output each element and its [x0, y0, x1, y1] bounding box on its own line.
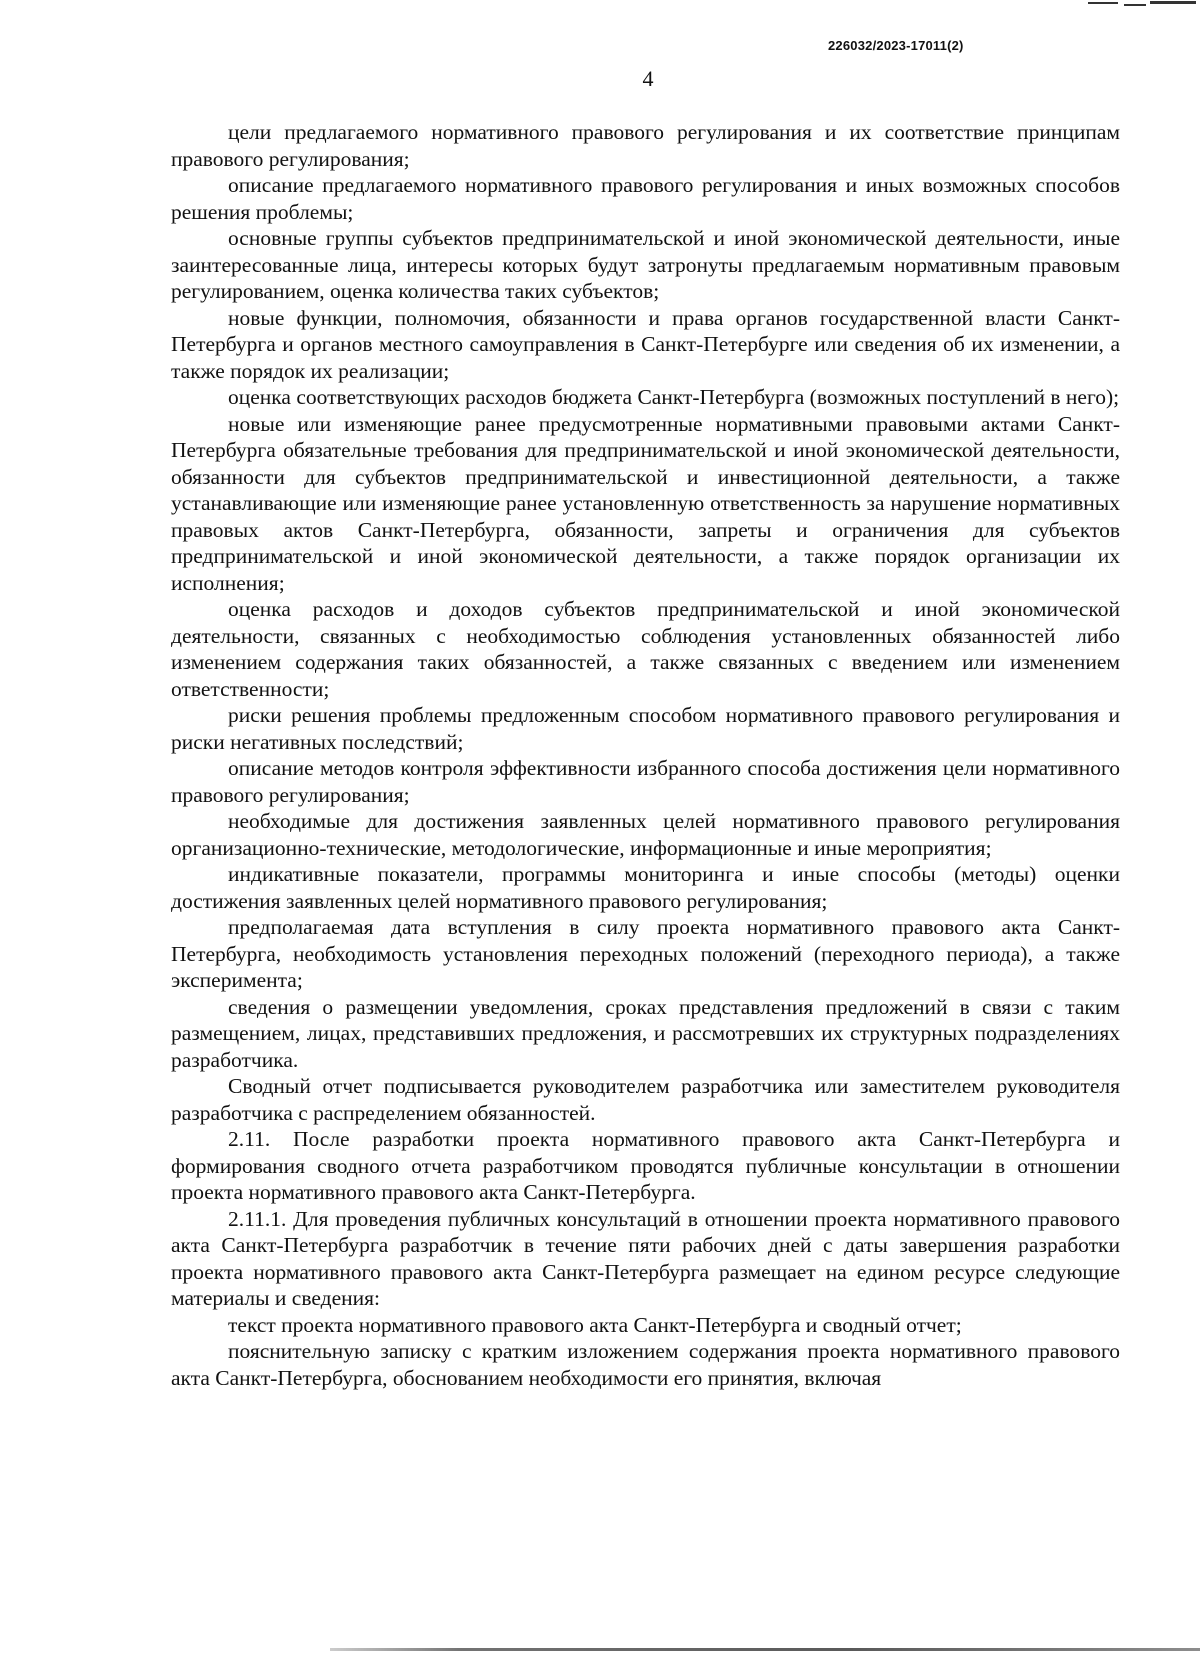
- paragraph: 2.11. После разработки проекта нормативного правового акта Санкт-Петербурга и формирования сводного отчета разработчиком проводятся публичные консультации в отношении проекта нормативного правового акта Санкт-Петербурга.: [171, 1127, 1120, 1204]
- paragraph: индикативные показатели, программы мониторинга и иные способы (методы) оценки достижения заявленных целей нормативного правового регулирования;: [171, 862, 1120, 913]
- paragraph: пояснительную записку с кратким изложением содержания проекта нормативного правового акта Санкт-Петербурга, обоснованием необходимости его принятия, включая: [171, 1339, 1120, 1390]
- paragraph: новые функции, полномочия, обязанности и права органов государственной власти Санкт-Петербурга и органов местного самоуправления в Санкт-Петербурге или сведения об их изменении, а также порядок их реализации;: [171, 305, 1120, 383]
- paragraph: текст проекта нормативного правового акта Санкт-Петербурга и сводный отчет;: [228, 1312, 962, 1337]
- paragraph: сведения о размещении уведомления, сроках представления предложений в связи с таким размещением, лицах, представивших предложения, и рассмотревших их структурных подразделениях разработчика.: [171, 994, 1120, 1072]
- paragraph: описание методов контроля эффективности избранного способа достижения цели нормативного правового регулирования;: [171, 756, 1120, 807]
- paragraph: цели предлагаемого нормативного правового регулирования и их соответствие принципам правового регулирования;: [171, 120, 1120, 171]
- paragraph: оценка соответствующих расходов бюджета Санкт-Петербурга (возможных поступлений в него);: [228, 385, 1120, 409]
- page-number: 4: [642, 66, 654, 91]
- paragraph: необходимые для достижения заявленных целей нормативного правового регулирования организационно-технические, методологические, информационные и иные мероприятия;: [171, 809, 1120, 860]
- paragraph: оценка расходов и доходов субъектов предпринимательской и иной экономической деятельности, связанных с необходимостью соблюдения установленных обязанностей либо изменением содержания таких обязанностей, а также связанных с введением или изменением ответственности;: [171, 597, 1120, 701]
- scan-artifact-bottom: [330, 1648, 1200, 1651]
- paragraph: описание предлагаемого нормативного правового регулирования и иных возможных способов решения проблемы;: [171, 173, 1120, 224]
- paragraph: Сводный отчет подписывается руководителем разработчика или заместителем руководителя разработчика с распределением обязанностей.: [171, 1074, 1120, 1125]
- paragraph: 2.11.1. Для проведения публичных консультаций в отношении проекта нормативного правового акта Санкт-Петербурга разработчик в течение пяти рабочих дней с даты завершения разработки проекта нормативного правового акта Санкт-Петербурга размещает на едином ресурсе следующие материалы и сведения:: [171, 1206, 1120, 1310]
- scan-artifact-top: [1080, 0, 1200, 10]
- document-registration-number: 226032/2023-17011(2): [828, 38, 964, 53]
- paragraph: новые или изменяющие ранее предусмотренные нормативными правовыми актами Санкт-Петербурга обязательные требования для предпринимательской и иной экономической деятельности, обязанности для субъектов предпринимательской и инвестиционной деятельности, а также устанавливающие или изменяющие ранее установленную ответственность за нарушение нормативных правовых актов Санкт-Петербурга, обязанности, запреты и ограничения для субъектов предпринимательской и иной экономической деятельности, а также порядок организации их исполнения;: [171, 411, 1120, 595]
- paragraph: предполагаемая дата вступления в силу проекта нормативного правового акта Санкт-Петербурга, необходимость установления переходных положений (переходного периода), а также эксперимента;: [171, 915, 1120, 992]
- paragraph: риски решения проблемы предложенным способом нормативного правового регулирования и риски негативных последствий;: [171, 703, 1120, 754]
- paragraph: основные группы субъектов предпринимательской и иной экономической деятельности, иные заинтересованные лица, интересы которых будут затронуты предлагаемым нормативным правовым регулированием, оценка количества таких субъектов;: [171, 226, 1120, 303]
- document-body: [171, 119, 1120, 1391]
